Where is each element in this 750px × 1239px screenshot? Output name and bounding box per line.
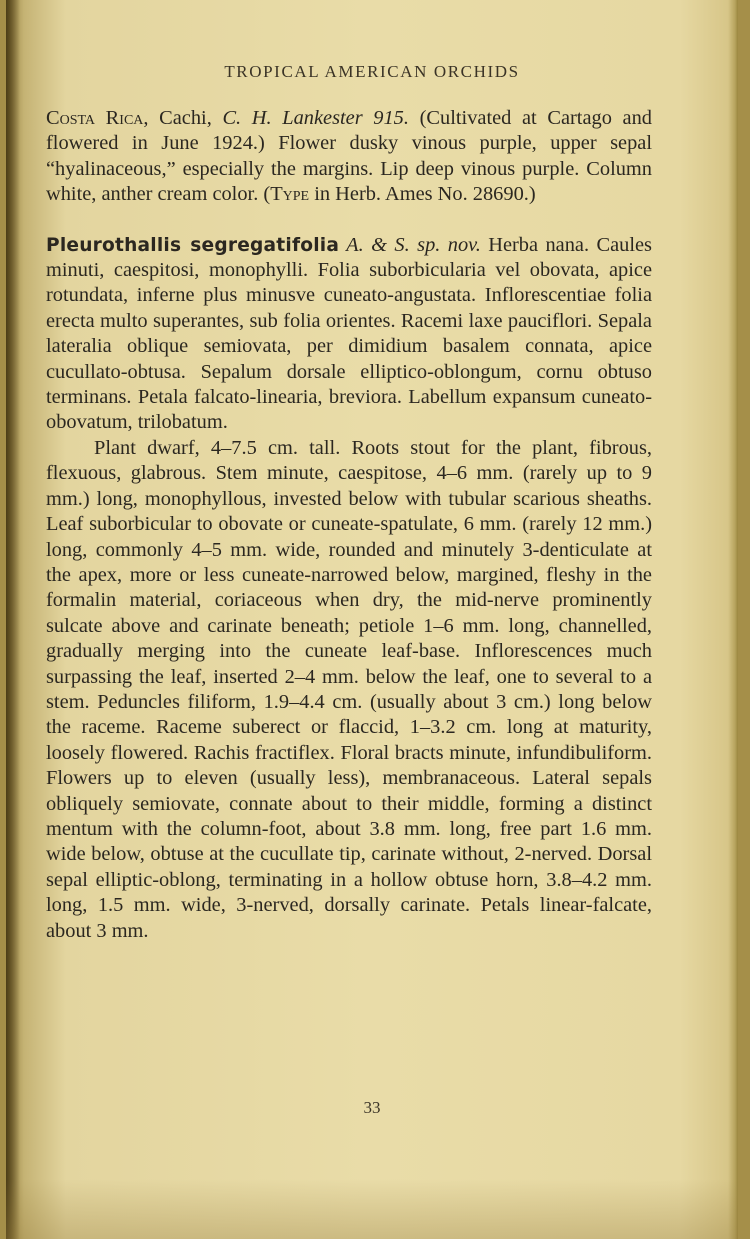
running-header: TROPICAL AMERICAN ORCHIDS: [224, 62, 520, 81]
country: Costa Rica: [46, 107, 144, 129]
page-bottom-shade: [6, 1179, 738, 1239]
species-authors: A. & S. sp. nov.: [339, 233, 481, 256]
collector: C. H. Lankester 915.: [222, 107, 409, 129]
specimen-paragraph: [46, 106, 652, 208]
herbarium-ref: in Herb. Ames No. 28690.): [309, 183, 536, 206]
type-word: Type: [270, 183, 310, 206]
book-page: [6, 0, 738, 1239]
species-name: Pleurothallis segregatifolia: [46, 234, 340, 256]
page-edge: [728, 0, 738, 1239]
diagnosis-text: Herba nana. Caules minuti, caespitosi, monophylli. Folia suborbicularia vel obovata, apice rotundata, inferne plus minusve cuneato-angustata. Inflorescentiae folia erecta multo superantes, sub folia orientes. Racemi laxe pauciflori. Sepala lateralia oblique semiovata, per dimidium basalem connata, apice cucullato-obtusa. Sepalum dorsale elliptico-oblongum, cornu obtuso terminans. Petala falcato-linearia, breviora. Labellum expansum cuneato-obovatum, trilobatum.: [46, 233, 652, 434]
gutter-shadow: [6, 0, 20, 1239]
body-text: [46, 106, 652, 944]
specimen-notes: (Cultivated at Cartago and flowered in June 1924.) Flower dusky vinous purple, upper sepal “hyalinaceous,” especially the margins. Lip deep vinous purple. Column white, anther cream color. (: [46, 107, 652, 206]
english-description: Plant dwarf, 4–7.5 cm. tall. Roots stout for the plant, fibrous, flexuous, glabrous. Stem minute, caespitose, 4–6 mm. (rarely up to 9 mm.) long, monophyllous, invested below with tubular scarious sheaths. Leaf suborbicular to obovate or cuneate-spatulate, 6 mm. (rarely 12 mm.) long, commonly 4–5 mm. wide, rounded and minutely 3-denticulate at the apex, more or less cuneate-narrowed below, margined, fleshy in the formalin material, coriaceous when dry, the mid-nerve prominently sulcate above and carinate beneath; petiole 1–6 mm. long, channelled, gradually merging into the cuneate leaf-base. Inflorescences much surpassing the leaf, inserted 2–4 mm. below the leaf, one to several to a stem. Peduncles filiform, 1.9–4.4 cm. (usually about 3 cm.) long below the raceme. Raceme suberect or flaccid, 1–3.2 cm. long at maturity, loosely flowered. Rachis fractiflex. Floral bracts minute, infundibuliform. Flowers up to eleven (usually less), membranaceous. Lateral sepals obliquely semiovate, connate about to their middle, forming a distinct mentum with the column-foot, about 3.8 mm. long, free part 1.6 mm. wide below, obtuse at the cucullate tip, carinate without, 2-nerved. Dorsal sepal elliptic-oblong, terminating in a hollow obtuse horn, 3.8–4.2 mm. long, 1.5 mm. wide, 3-nerved, dorsally carinate. Petals linear-falcate, about 3 mm.: [46, 436, 652, 942]
locality: , Cachi,: [143, 107, 223, 129]
latin-diagnosis: [46, 233, 652, 436]
page-number: 33: [363, 1098, 381, 1117]
